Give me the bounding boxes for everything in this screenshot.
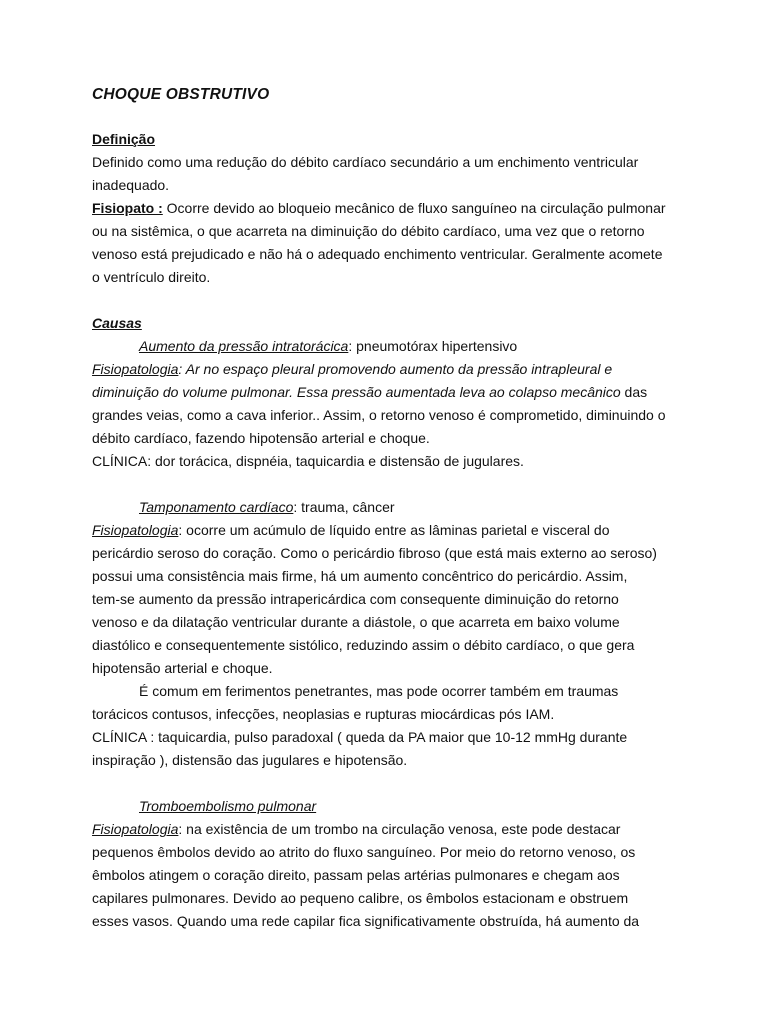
aumento-label: Aumento da pressão intratorácica [139,338,349,354]
tamponamento-text-line: hipotensão arterial e choque. [92,660,273,676]
document-title: CHOQUE OBSTRUTIVO [92,86,270,103]
tromboembolismo-fisio-line [92,818,688,841]
tamponamento-text-line: pericárdio seroso do coração. Como o pericárdio fibroso (que está mais externo ao seroso) [92,545,657,561]
aumento-fisio-tail: das [620,384,648,400]
causas-heading: Causas [92,315,142,331]
tamponamento-text-line: possui uma consistência mais firme, há um aumento concêntrico do pericárdio. Assim, [92,568,628,584]
definicao-text-line: inadequado. [92,177,170,193]
aumento-fisio-text: : Ar no espaço pleural promovendo aumento da pressão intrapleural e [178,361,613,377]
tamponamento-clinica-line: CLÍNICA : taquicardia, pulso paradoxal ( queda da PA maior que 10-12 mmHg durante [92,729,628,745]
aumento-fisio-line [92,358,688,381]
definicao-heading-line [92,128,688,151]
aumento-suffix: : pneumotórax hipertensivo [348,338,518,354]
aumento-fisio-italic: diminuição do volume pulmonar. Essa pressão aumentada leva ao colapso mecânico [92,384,621,400]
tromboembolismo-text-line: esses vasos. Quando uma rede capilar fica significativamente obstruída, há aumento da [92,913,640,929]
tromboembolismo-text-line: capilares pulmonares. Devido ao pequeno calibre, os êmbolos estacionam e obstruem [92,890,629,906]
fisiopato-text: Ocorre devido ao bloqueio mecânico de fluxo sanguíneo na circulação pulmonar [162,200,666,216]
aumento-fisio-label: Fisiopatologia [92,361,179,377]
fisiopato-line [92,197,688,220]
tamponamento-fisio-label: Fisiopatologia [92,522,179,538]
definicao-text-line: Definido como uma redução do débito cardíaco secundário a um enchimento ventricular [92,154,639,170]
tromboembolismo-fisio-text: : na existência de um trombo na circulação venosa, este pode destacar [178,821,621,837]
aumento-text-line: débito cardíaco, fazendo hipotensão arterial e choque. [92,430,430,446]
aumento-fisio-line [92,381,688,404]
tamponamento-text-line: diastólico e consequentemente sistólico, reduzindo assim o débito cardíaco, o que gera [92,637,635,653]
spacer [92,772,688,795]
fisiopato-text-line: ou na sistêmica, o que acarreta na diminuição do débito cardíaco, uma vez que o retorno [92,223,645,239]
tamponamento-suffix: : trauma, câncer [293,499,395,515]
tromboembolismo-label: Tromboembolismo pulmonar [139,798,317,814]
tromboembolismo-text-line: pequenos êmbolos devido ao atrito do fluxo sanguíneo. Por meio do retorno venoso, os [92,844,636,860]
tromboembolismo-fisio-label: Fisiopatologia [92,821,179,837]
tamponamento-subheading-line [92,496,688,519]
tamponamento-fisio-line [92,519,688,542]
tamponamento-comum-line: É comum em ferimentos penetrantes, mas pode ocorrer também em traumas [139,683,619,699]
definicao-heading: Definição [92,131,156,147]
tamponamento-text-line: torácicos contusos, infecções, neoplasias e rupturas miocárdicas pós IAM. [92,706,555,722]
tamponamento-text-line: inspiração ), distensão das jugulares e hipotensão. [92,752,408,768]
aumento-text-line: grandes veias, como a cava inferior.. Assim, o retorno venoso é comprometido, diminuindo o [92,407,666,423]
fisiopato-text-line: o ventrículo direito. [92,269,211,285]
tamponamento-text-line: tem-se aumento da pressão intrapericárdica com consequente diminuição do retorno [92,591,619,607]
fisiopato-label: Fisiopato : [92,200,163,216]
tromboembolismo-text-line: êmbolos atingem o coração direito, passam pelas artérias pulmonares e chegam aos [92,867,620,883]
document-body [92,128,688,933]
aumento-subheading-line [92,335,688,358]
spacer [92,473,688,496]
tromboembolismo-subheading-line [92,795,688,818]
tamponamento-text-line: venoso e da dilatação ventricular durante a diástole, o que acarreta em baixo volume [92,614,620,630]
fisiopato-text-line: venoso está prejudicado e não há o adequado enchimento ventricular. Geralmente acomete [92,246,663,262]
causas-heading-line [92,312,688,335]
spacer [92,289,688,312]
tamponamento-label: Tamponamento cardíaco [139,499,294,515]
aumento-clinica-line: CLÍNICA: dor torácica, dispnéia, taquicardia e distensão de jugulares. [92,453,524,469]
tamponamento-fisio-text: : ocorre um acúmulo de líquido entre as lâminas parietal e visceral do [178,522,610,538]
